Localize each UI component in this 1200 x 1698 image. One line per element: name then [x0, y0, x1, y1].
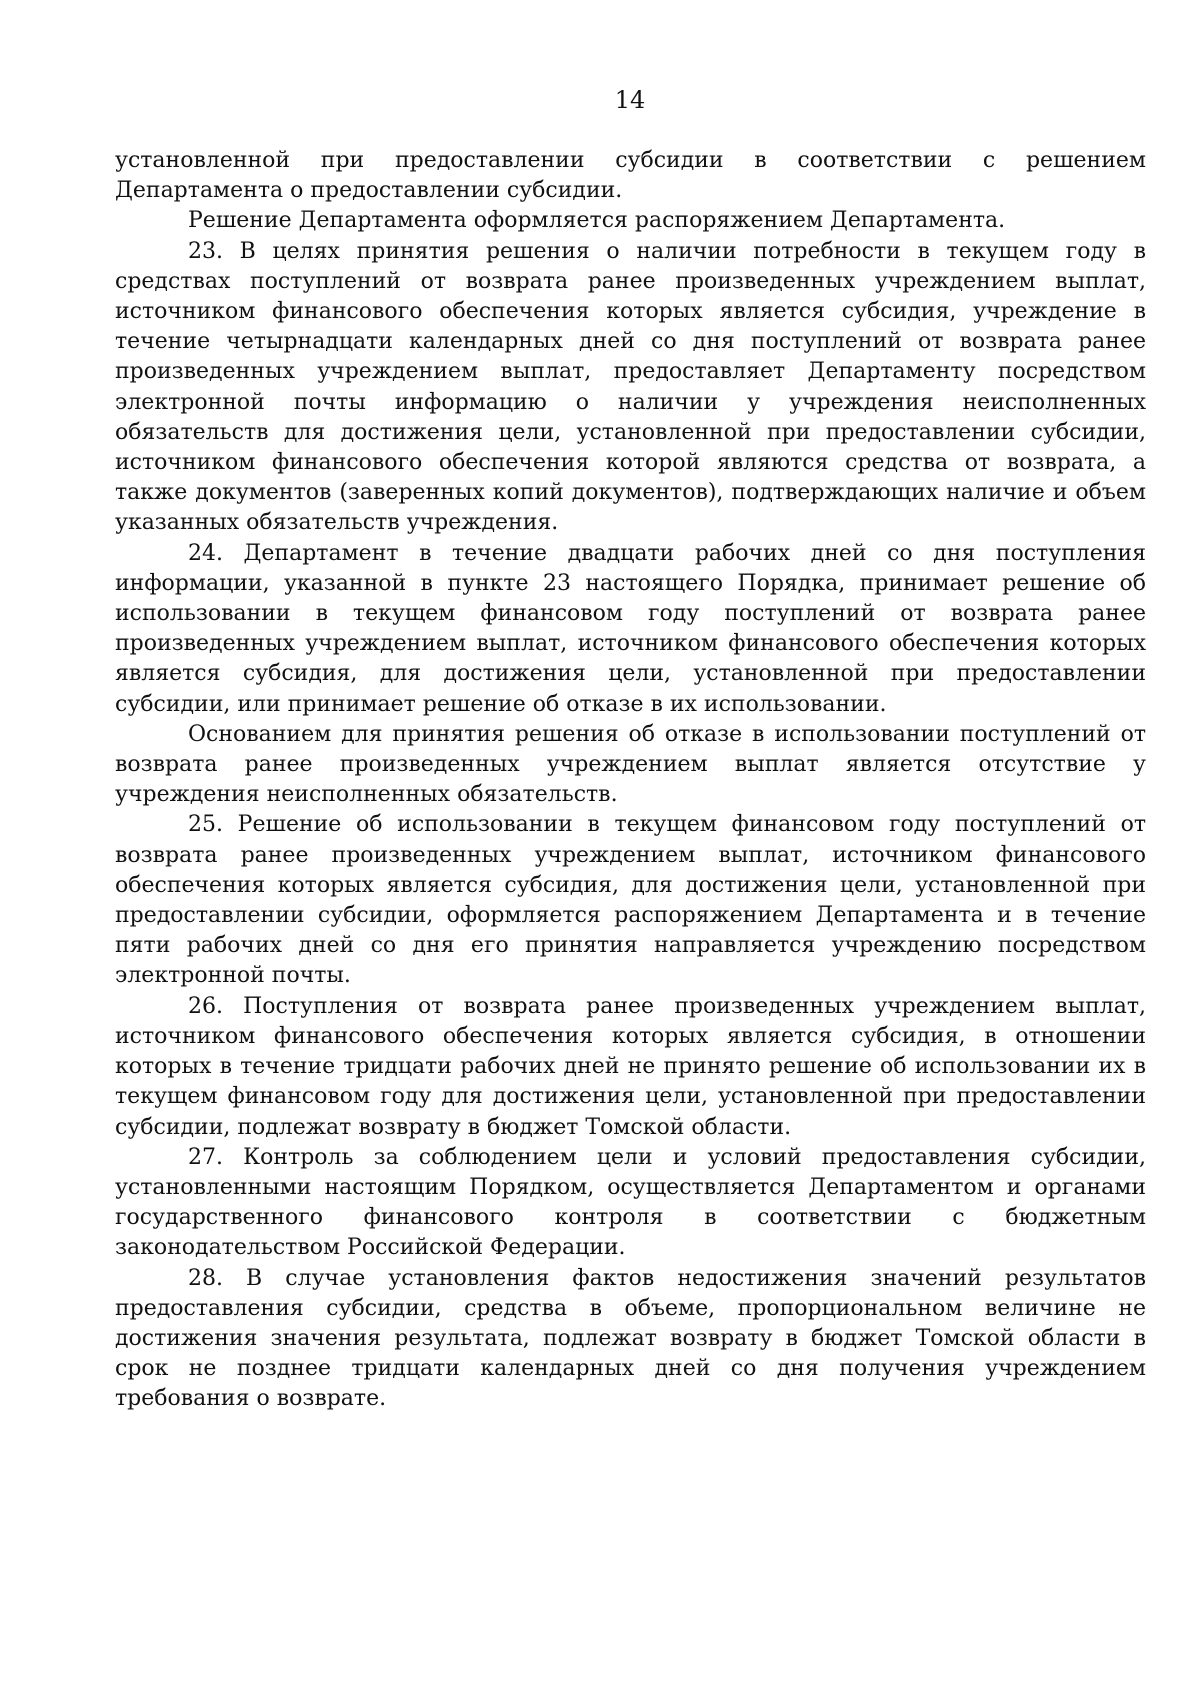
paragraph-continuation: установленной при предоставлении субсидии в соответствии с решением Департамента о предоставлении субсидии.: [115, 148, 1146, 204]
paragraph-item-26: 26. Поступления от возврата ранее произведенных учреждением выплат, источником финансового обеспечения которых является субсидия, в отношении которых в течение тридцати рабочих дней не принято решение об использовании их в текущем финансовом году для достижения цели, установленной при предоставлении субсидии, подлежат возврату в бюджет Томской области.: [115, 993, 1146, 1140]
page-number: 14: [614, 86, 646, 114]
paragraph-refusal-basis: Основанием для принятия решения об отказе в использовании поступлений от возврата ранее произведенных учреждением выплат является отсутствие у учреждения неисполненных обязательств.: [115, 721, 1146, 808]
document-body: [115, 146, 1146, 1415]
paragraph-item-27: 27. Контроль за соблюдением цели и условий предоставления субсидии, установленными настоящим Порядком, осуществляется Департаментом и органами государственного финансового контроля в соответствии с бюджетным законодательством Российской Федерации.: [115, 1144, 1146, 1261]
paragraph-decision-form: Решение Департамента оформляется распоряжением Департамента.: [188, 208, 1006, 234]
paragraph-item-24: 24. Департамент в течение двадцати рабочих дней со дня поступления информации, указанной в пункте 23 настоящего Порядка, принимает решение об использовании в текущем финансовом году поступлений от возврата ранее произведенных учреждением выплат, источником финансового обеспечения которых является субсидия, для достижения цели, установленной при предоставлении субсидии, или принимает решение об отказе в их использовании.: [115, 540, 1146, 717]
paragraph-item-25: 25. Решение об использовании в текущем финансовом году поступлений от возврата ранее произведенных учреждением выплат, источником финансового обеспечения которых является субсидия, для достижения цели, установленной при предоставлении субсидии, оформляется распоряжением Департамента и в течение пяти рабочих дней со дня его принятия направляется учреждению посредством электронной почты.: [115, 812, 1146, 989]
paragraph-item-23: 23. В целях принятия решения о наличии потребности в текущем году в средствах поступлений от возврата ранее произведенных учреждением выплат, источником финансового обеспечения которых является субсидия, учреждение в течение четырнадцати календарных дней со дня поступлений от возврата ранее произведенных учреждением выплат, предоставляет Департаменту посредством электронной почты информацию о наличии у учреждения неисполненных обязательств для достижения цели, установленной при предоставлении субсидии, источником финансового обеспечения которой являются средства от возврата, а также документов (заверенных копий документов), подтверждающих наличие и объем указанных обязательств учреждения.: [115, 238, 1146, 536]
paragraph-item-28: 28. В случае установления фактов недостижения значений результатов предоставления субсидии, средства в объеме, пропорциональном величине не достижения значения результата, подлежат возврату в бюджет Томской области в срок не позднее тридцати календарных дней со дня получения учреждением требования о возврате.: [115, 1265, 1146, 1412]
